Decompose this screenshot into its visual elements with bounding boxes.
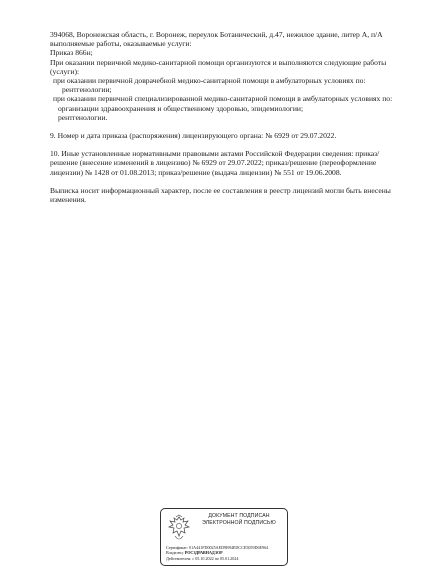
stamp-title-line-2: ЭЛЕКТРОННОЙ ПОДПИСЬЮ — [202, 519, 276, 526]
service-category-specialized: при оказании первичной специализированной медико-санитарной помощи в амбулаторных условиях по: — [53, 94, 393, 104]
owner-label: Владелец: — [166, 550, 184, 556]
stamp-title-line-1: ДОКУМЕНТ ПОДПИСАН — [208, 513, 270, 519]
certificate-value: 01A441FD0025AED9B94EDCCE5059D6E964 — [189, 545, 269, 550]
address-line: 394068, Воронежская область, г. Воронеж, переулок Ботанический, д.47, нежилое здание, литер А, п/А — [50, 30, 383, 39]
coat-of-arms-icon — [166, 514, 192, 544]
section-10: 10. Иные установленные нормативными правовыми актами Российской Федерации сведения: приказ/решение (внесение изменений в лицензию) № 6929 от 29.07.2022; приказ/решение (переоформление лицензии) № 1428 от 01.08.2013; приказ/решение (выдача лицензии) № 551 от 19.06.2008. — [50, 149, 380, 177]
validity-label: Действителен: — [166, 555, 192, 561]
stamp-title — [193, 513, 285, 526]
services-intro: При оказании первичной медико-санитарной помощи организуются и выполняются следующие работы (услуги): — [50, 57, 387, 76]
service-category-prenursing: при оказании первичной доврачебной медико-санитарной помощи в амбулаторных условиях по: — [53, 76, 366, 86]
order-reference: Приказ 866н; — [50, 48, 93, 58]
service-item-radiology-2: рентгенологии. — [58, 112, 108, 122]
services-heading: выполняемые работы, оказываемые услуги: — [50, 39, 192, 49]
certificate-label: Сертификат: — [166, 545, 188, 550]
validity-row — [166, 556, 284, 561]
stamp-details — [166, 545, 284, 561]
service-item-health-organization: организации здравоохранения и общественному здоровью, эпидемиологии; — [58, 103, 304, 113]
service-item-radiology-1: рентгенологии; — [62, 85, 112, 95]
owner-value: РОСЗДРАВНАДЗОР — [184, 550, 223, 556]
validity-value: с 05.10.2022 по 05.01.2024 — [192, 555, 239, 561]
section-9: 9. Номер и дата приказа (распоряжения) лицензирующего органа: № 6929 от 29.07.2022. — [50, 131, 337, 141]
disclaimer: Выписка носит информационный характер, после ее составления в реестр лицензий могли быть внесены изменения. — [50, 185, 391, 205]
electronic-signature-stamp — [160, 508, 288, 566]
document-body — [50, 30, 402, 204]
